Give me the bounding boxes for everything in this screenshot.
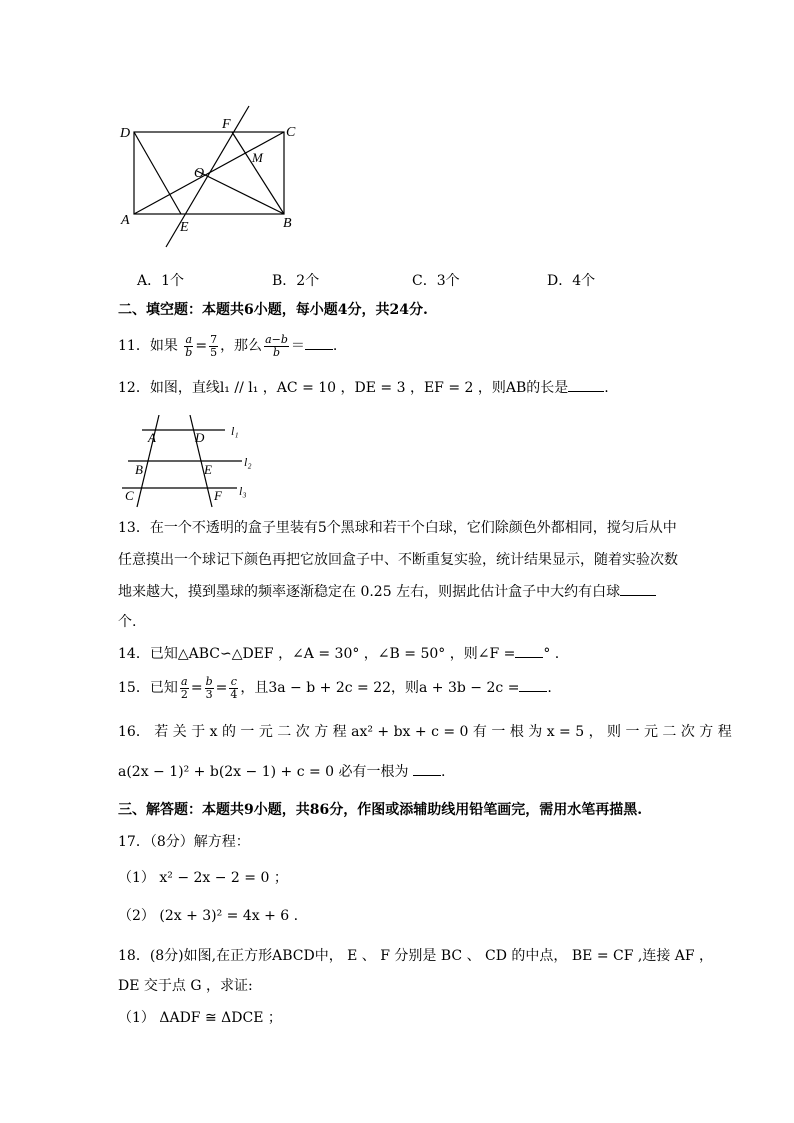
option-d[interactable]: D．4个 <box>547 273 596 289</box>
question-11: 11．如果 $\frac{a}{b}$ = $\frac{7}{5}$ ，那么 $\frac{a-b}{b}$ ＝ . <box>118 332 338 359</box>
answer-blank-14[interactable] <box>515 645 543 658</box>
label-C: C <box>286 125 296 140</box>
label-B2: B <box>135 462 143 477</box>
geometry-figure-parallel-lines <box>115 415 265 510</box>
question-16-line-2: a(2x − 1)² + b(2x − 1) + c = 0 必有一根为 . <box>118 764 446 780</box>
section-2-heading: 二、填空题：本题共6小题，每小题4分，共24分. <box>118 302 428 318</box>
label-O: O <box>194 166 205 181</box>
label-l2: l₂ <box>244 455 252 469</box>
label-F2: F <box>214 488 222 503</box>
answer-blank-13[interactable] <box>620 583 656 596</box>
question-15: 15．已知 $\frac{a}{2}$ = $\frac{b}{3}$ = $\frac{c}{4}$ ，且3a − b + 2c = 22，则a + 3b − 2c = . <box>118 674 552 701</box>
answer-blank-16[interactable] <box>413 763 441 776</box>
answer-blank-11[interactable] <box>305 337 333 350</box>
answer-blank-15[interactable] <box>519 679 547 692</box>
question-16-line-1: 16． 若 关 于 x 的 一 元 二 次 方 程 ax² + bx + c = 0 有 一 根 为 x = 5 ， 则 一 元 二 次 方 程 <box>118 724 732 740</box>
question-14: 14．已知△ABC∽△DEF ，∠A = 30° ，∠B = 50° ，则∠F = ° . <box>118 646 560 662</box>
question-18-line-1: 18．(8分)如图,在正方形ABCD中， E 、 F 分别是 BC 、 CD 的中点， BE = CF ,连接 AF ， <box>118 948 714 964</box>
question-13-line-2: 任意摸出一个球记下颜色再把它放回盒子中、不断重复实验，统计结果显示，随着实验次数 <box>118 552 678 568</box>
question-13-line-3: 地来越大，摸到墨球的频率逐渐稳定在 0.25 左右，则据此估计盒子中大约有白球 <box>118 582 656 602</box>
section-3-heading: 三、解答题：本题共9小题，共86分，作图或添辅助线用铅笔画完，需用水笔再描黑. <box>118 802 643 818</box>
question-18-part-1: （1） ΔADF ≅ ΔDCE ； <box>118 1010 282 1026</box>
question-13-line-1: 13．在一个不透明的盒子里装有5个黑球和若干个白球，它们除颜色外都相同，搅匀后从中 <box>118 520 677 536</box>
question-13-line-4: 个. <box>118 614 137 630</box>
label-D: D <box>120 126 131 141</box>
label-C2: C <box>125 488 134 503</box>
label-A2: A <box>148 430 156 445</box>
question-12: 12．如图，直线l₁ // l₁ ，AC = 10 ，DE = 3 ，EF = 2 ，则AB的长是 . <box>118 380 609 396</box>
option-c[interactable]: C．3个 <box>412 273 460 289</box>
answer-blank-12[interactable] <box>568 379 604 392</box>
option-a[interactable]: A．1个 <box>137 273 185 289</box>
label-E2: E <box>204 462 212 477</box>
question-17-title: 17．（8分）解方程： <box>118 834 250 850</box>
label-A: A <box>121 213 130 228</box>
label-E: E <box>180 220 189 235</box>
geometry-figure-rectangle <box>112 100 312 250</box>
label-l3: l₃ <box>239 484 247 498</box>
label-l1: l₁ <box>231 424 239 438</box>
label-D2: D <box>195 430 205 445</box>
question-17-part-2: （2） (2x + 3)² = 4x + 6 . <box>118 908 299 924</box>
question-17-part-1: （1） x² − 2x − 2 = 0 ； <box>118 870 288 886</box>
option-b[interactable]: B．2个 <box>272 273 320 289</box>
label-M: M <box>252 150 263 165</box>
label-F: F <box>222 117 231 132</box>
question-18-line-2: DE 交于点 G ，求证: <box>118 978 253 994</box>
label-B: B <box>283 216 292 231</box>
